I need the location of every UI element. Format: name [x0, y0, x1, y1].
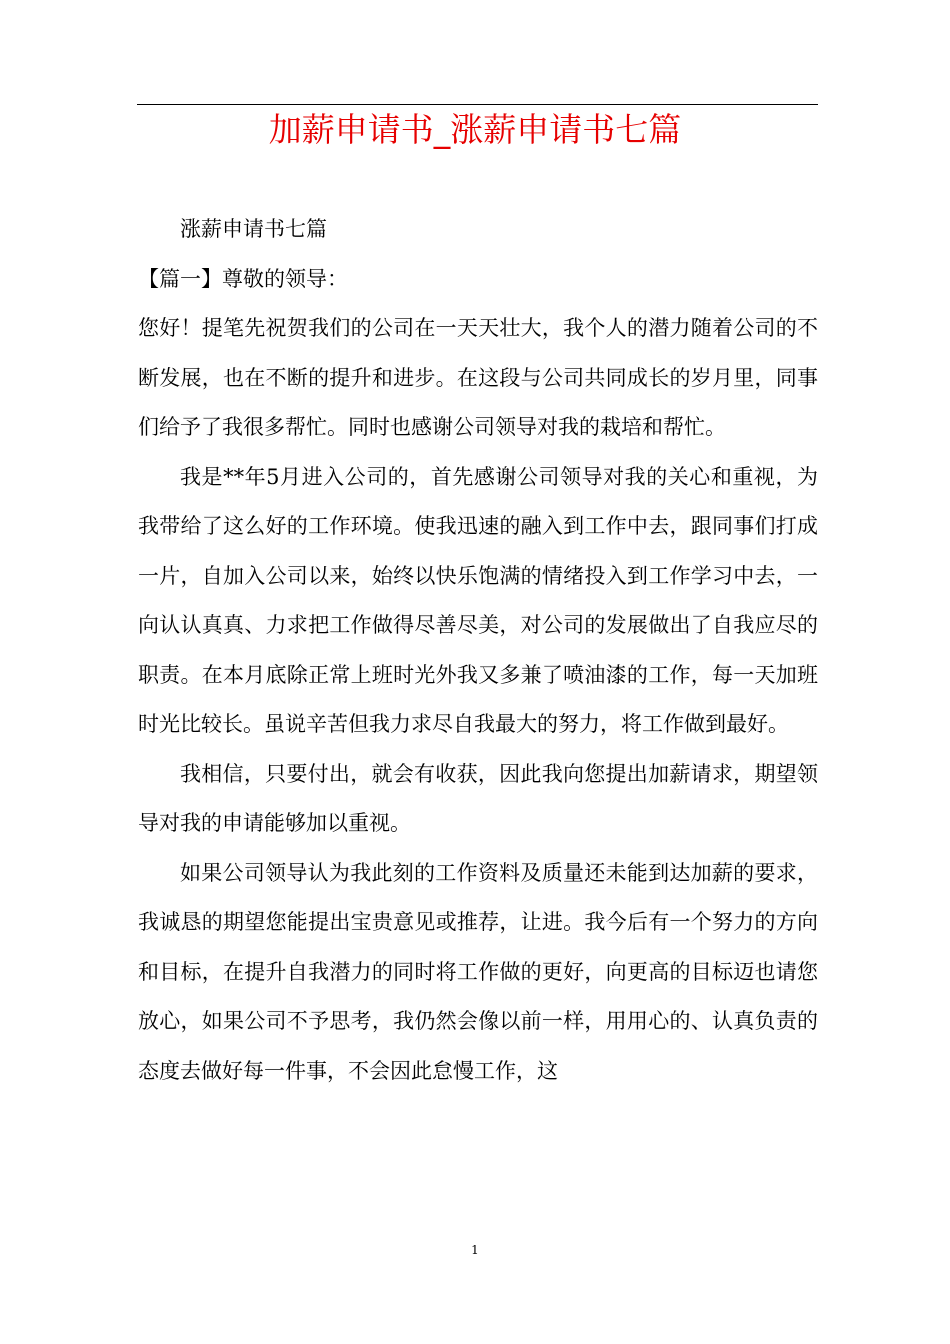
document-title: 加薪申请书_涨薪申请书七篇: [268, 110, 682, 149]
paragraph-4: 如果公司领导认为我此刻的工作资料及质量还未能到达加薪的要求，我诚恳的期望您能提出宝贵意见或推荐，让进。我今后有一个努力的方向和目标，在提升自我潜力的同时将工作做的更好，向更高的目标迈也请您放心，如果公司不予思考，我仍然会像以前一样，用用心的、认真负责的态度去做好每一件事，不会因此怠慢工作，这: [138, 860, 818, 1083]
document-body: [138, 205, 818, 1096]
paragraph-2: 我是**年5月进入公司的，首先感谢公司领导对我的关心和重视，为我带给了这么好的工作环境。使我迅速的融入到工作中去，跟同事们打成一片，自加入公司以来，始终以快乐饱满的情绪投入到工作学习中去，一向认认真真、力求把工作做得尽善尽美，对公司的发展做出了自我应尽的职责。在本月底除正常上班时光外我又多兼了喷油漆的工作，每一天加班时光比较长。虽说辛苦但我力求尽自我最大的努力，将工作做到最好。: [138, 464, 818, 736]
page-number: 1: [471, 1243, 479, 1257]
section-heading: 【篇一】尊敬的领导：: [138, 266, 348, 291]
paragraph-1: 您好！提笔先祝贺我们的公司在一天天壮大，我个人的潜力随着公司的不断发展，也在不断的提升和进步。在这段与公司共同成长的岁月里，同事们给予了我很多帮忙。同时也感谢公司领导对我的栽培和帮忙。: [138, 316, 818, 439]
header-rule: [137, 104, 818, 105]
subtitle: 涨薪申请书七篇: [180, 217, 327, 241]
paragraph-3: 我相信，只要付出，就会有收获，因此我向您提出加薪请求，期望领导对我的申请能够加以重视。: [138, 761, 818, 835]
